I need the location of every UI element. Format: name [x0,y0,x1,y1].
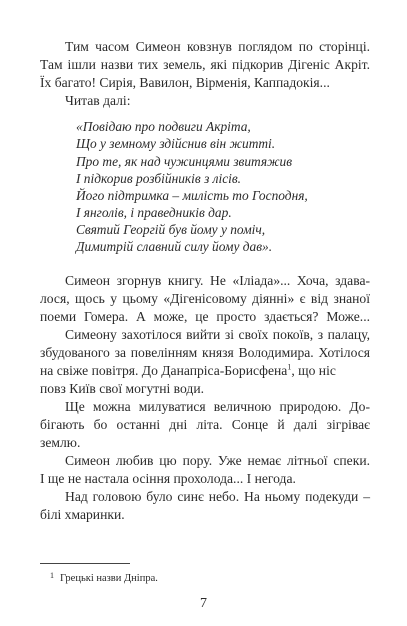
page-number: 7 [200,596,207,611]
paragraph-5-line-1: Ще можна милуватися величною природою. До- [65,398,370,414]
poem-line: Про те, як над чужинцями звитяжив [76,153,293,169]
footnote-reference-mark: 1 [287,362,292,372]
footnote-text: Грецькі назви Дніпра. [60,573,158,584]
paragraph-4-line-4: повз Київ свої могутні води. [40,381,205,396]
paragraph-3-line-1: Симеон згорнув книгу. Не «Іліада»... Хоча, здава- [65,273,370,289]
paragraph-4-line-1: Симеону захотілося вийти зі своїх покоїв, з палацу, [65,327,370,343]
poem-line: Його підтримка – милість то Господня, [76,187,308,203]
paragraph-3-line-2: лося, щось у цьому «Дігенісовому діянні» є від знаної [40,291,370,307]
footnote-mark: 1 [50,571,54,580]
paragraph-1-line-3: Їх багато! Сирія, Вавилон, Вірменія, Каппадокія... [40,74,330,90]
paragraph-4-line-3-tail: , що ніс [291,363,336,379]
paragraph-7-line-2: білі хмаринки. [40,506,125,522]
paragraph-4-line-2: збудованого за повелінням князя Володимира. Хотілося [40,345,370,361]
paragraph-4-line-3 [40,362,370,380]
poem-line: «Повідаю про подвиги Акріта, [76,119,251,135]
footnote [50,569,158,586]
poem-line: Святий Георгій був йому у поміч, [76,221,266,237]
paragraph-1-line-1: Тим часом Симеон ковзнув поглядом по сторінці. [65,39,370,54]
poem-line: Що у земному здійснив він житті. [76,136,276,152]
paragraph-6-line-1: Симеон любив цю пору. Уже немає літньої спеки. [65,452,370,468]
paragraph-6-line-2: І ще не настала осіння прохолода... І негода. [40,470,296,486]
paragraph-5-line-3: землю. [40,434,81,450]
paragraph-3-line-3: поеми Гомера. А може, це просто здається? Може... [40,309,370,325]
paragraph-1-line-2: Там ішли назви тих земель, які підкорив Дігеніс Акріт. [40,56,370,72]
poem-line: І янголів, і праведників дар. [76,204,232,220]
paragraph-2: Читав далі: [65,92,131,108]
footnote-divider [40,563,130,564]
poem-line: І підкорив розбійників з лісів. [76,170,242,186]
paragraph-4-line-3-text: на свіже повітря. До Данапріса-Борисфена [40,363,288,379]
paragraph-5-line-2: бігають бо останні дні літа. Сонце й далі зігріває [40,416,370,432]
poem-line: Димитрій славний силу йому дав». [76,239,273,255]
paragraph-7-line-1: Над головою було синє небо. На ньому подекуди – [65,488,370,504]
